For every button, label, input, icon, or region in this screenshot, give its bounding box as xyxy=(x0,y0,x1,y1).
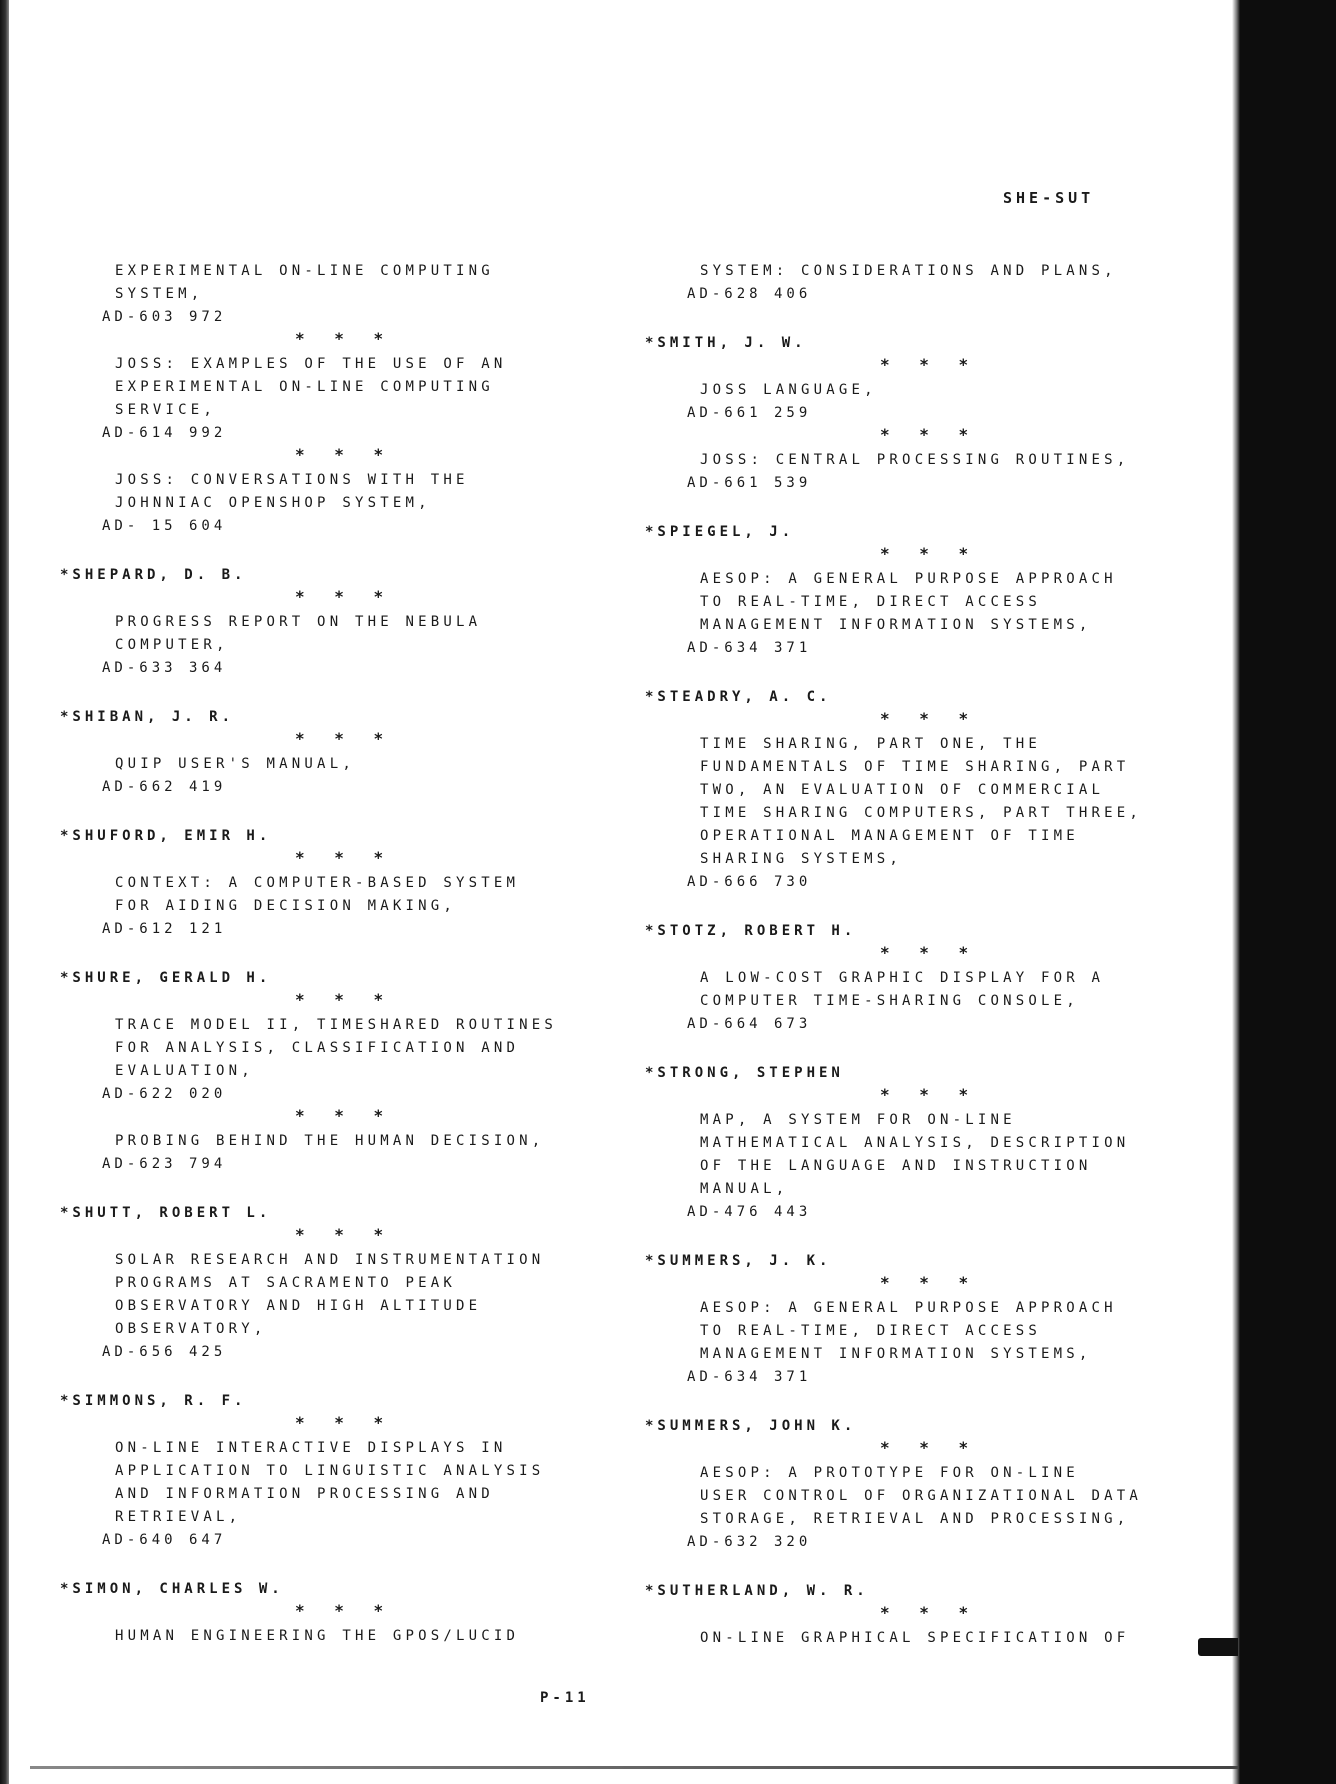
entry-separator: * * * xyxy=(880,544,979,563)
author-entry xyxy=(645,260,1165,306)
entry-separator: * * * xyxy=(880,1273,979,1292)
author-name: *SUTHERLAND, W. R. xyxy=(645,1583,869,1599)
entry-separator: * * * xyxy=(880,943,979,962)
ad-number: AD-614 992 xyxy=(102,425,227,441)
author-entry xyxy=(60,1202,580,1364)
author-entry xyxy=(645,686,1165,894)
ad-number: AD-476 443 xyxy=(687,1204,812,1220)
author-name: *SHEPARD, D. B. xyxy=(60,567,247,583)
author-entry xyxy=(60,825,580,941)
ad-number: AD-666 730 xyxy=(687,874,812,890)
author-name: *SHURE, GERALD H. xyxy=(60,970,272,986)
work-title: AESOP: A GENERAL PURPOSE APPROACH TO REAL-TIME, DIRECT ACCESS MANAGEMENT INFORMATION SYSTEMS, xyxy=(700,1300,1117,1362)
entry-separator: * * * xyxy=(880,1603,979,1622)
entry-separator: * * * xyxy=(295,1106,394,1125)
ad-number: AD-640 647 xyxy=(102,1532,227,1548)
ad-number: AD-628 406 xyxy=(687,286,812,302)
ad-number: AD-622 020 xyxy=(102,1086,227,1102)
author-name: *SHUFORD, EMIR H. xyxy=(60,828,272,844)
scan-bottom-edge xyxy=(30,1766,1238,1769)
entry-separator: * * * xyxy=(880,1085,979,1104)
work-title: SYSTEM: CONSIDERATIONS AND PLANS, xyxy=(700,263,1117,279)
ad-number: AD-612 121 xyxy=(102,921,227,937)
work-title: JOSS LANGUAGE, xyxy=(700,382,877,398)
entry-separator: * * * xyxy=(295,729,394,748)
author-name: *SIMON, CHARLES W. xyxy=(60,1581,284,1597)
author-entry xyxy=(645,1062,1165,1224)
entry-separator: * * * xyxy=(295,1413,394,1432)
entry-separator: * * * xyxy=(295,445,394,464)
author-entry xyxy=(645,920,1165,1036)
author-name: *SHUTT, ROBERT L. xyxy=(60,1205,272,1221)
author-name: *SUMMERS, J. K. xyxy=(645,1253,832,1269)
work-title: ON-LINE INTERACTIVE DISPLAYS IN APPLICATION TO LINGUISTIC ANALYSIS AND INFORMATION PROCESSING AND RETRIEVAL, xyxy=(115,1440,545,1525)
work-title: TIME SHARING, PART ONE, THE FUNDAMENTALS OF TIME SHARING, PART TWO, AN EVALUATION OF COMMERCIAL TIME SHARING COMPUTERS, PART THREE, OPERATIONAL MANAGEMENT OF TIME SHARING SYSTEMS, xyxy=(700,736,1143,867)
author-name: *STEADRY, A. C. xyxy=(645,689,832,705)
ad-number: AD-661 259 xyxy=(687,405,812,421)
binding-mark xyxy=(1198,1638,1238,1656)
author-name: *STRONG, STEPHEN xyxy=(645,1065,844,1081)
ad-number: AD-662 419 xyxy=(102,779,227,795)
ad-number: AD-656 425 xyxy=(102,1344,227,1360)
entry-separator: * * * xyxy=(880,425,979,444)
work-title: QUIP USER'S MANUAL, xyxy=(115,756,355,772)
author-entry xyxy=(645,1415,1165,1554)
entry-separator: * * * xyxy=(880,355,979,374)
page-number: P-11 xyxy=(540,1690,590,1706)
author-name: *SPIEGEL, J. xyxy=(645,524,795,540)
entry-separator: * * * xyxy=(295,329,394,348)
author-entry xyxy=(60,1390,580,1552)
ad-number: AD-632 320 xyxy=(687,1534,812,1550)
work-title: JOSS: CENTRAL PROCESSING ROUTINES, xyxy=(700,452,1130,468)
author-entry xyxy=(645,521,1165,660)
ad-number: AD-661 539 xyxy=(687,475,812,491)
entry-separator: * * * xyxy=(295,848,394,867)
author-entry xyxy=(60,706,580,799)
entry-separator: * * * xyxy=(295,1225,394,1244)
author-name: *SUMMERS, JOHN K. xyxy=(645,1418,857,1434)
work-title: SOLAR RESEARCH AND INSTRUMENTATION PROGRAMS AT SACRAMENTO PEAK OBSERVATORY AND HIGH ALTITUDE OBSERVATORY, xyxy=(115,1252,545,1337)
ad-number: AD-634 371 xyxy=(687,1369,812,1385)
work-title: JOSS: EXAMPLES OF THE USE OF AN EXPERIMENTAL ON-LINE COMPUTING SERVICE, xyxy=(115,356,507,418)
ad-number: AD-634 371 xyxy=(687,640,812,656)
work-title: CONTEXT: A COMPUTER-BASED SYSTEM FOR AIDING DECISION MAKING, xyxy=(115,875,520,914)
entry-separator: * * * xyxy=(295,990,394,1009)
work-title: AESOP: A PROTOTYPE FOR ON-LINE USER CONTROL OF ORGANIZATIONAL DATA STORAGE, RETRIEVAL AND PROCESSING, xyxy=(700,1465,1143,1527)
work-title: HUMAN ENGINEERING THE GPOS/LUCID xyxy=(115,1628,520,1644)
scan-left-edge xyxy=(0,0,9,1784)
author-entry xyxy=(645,1580,1165,1650)
entry-separator: * * * xyxy=(295,587,394,606)
page-header-code: SHE-SUT xyxy=(1003,189,1095,207)
work-title: TRACE MODEL II, TIMESHARED ROUTINES FOR ANALYSIS, CLASSIFICATION AND EVALUATION, xyxy=(115,1017,558,1079)
scan-right-edge xyxy=(1238,0,1336,1784)
right-column xyxy=(645,256,1165,1650)
author-entry xyxy=(60,1578,580,1648)
author-entry xyxy=(60,260,580,538)
work-title: MAP, A SYSTEM FOR ON-LINE MATHEMATICAL ANALYSIS, DESCRIPTION OF THE LANGUAGE AND INSTRUCTION MANUAL, xyxy=(700,1112,1130,1197)
author-entry xyxy=(645,1250,1165,1389)
author-entry xyxy=(60,967,580,1176)
ad-number: AD-623 794 xyxy=(102,1156,227,1172)
author-entry xyxy=(645,332,1165,495)
author-entry xyxy=(60,564,580,680)
work-title: PROGRESS REPORT ON THE NEBULA COMPUTER, xyxy=(115,614,482,653)
entry-separator: * * * xyxy=(880,1438,979,1457)
author-name: *SHIBAN, J. R. xyxy=(60,709,235,725)
author-name: *SIMMONS, R. F. xyxy=(60,1393,247,1409)
ad-number: AD-603 972 xyxy=(102,309,227,325)
author-name: *STOTZ, ROBERT H. xyxy=(645,923,857,939)
entry-separator: * * * xyxy=(880,709,979,728)
ad-number: AD- 15 604 xyxy=(102,518,227,534)
work-title: AESOP: A GENERAL PURPOSE APPROACH TO REAL-TIME, DIRECT ACCESS MANAGEMENT INFORMATION SYSTEMS, xyxy=(700,571,1117,633)
author-name: *SMITH, J. W. xyxy=(645,335,807,351)
left-column xyxy=(60,256,580,1648)
ad-number: AD-633 364 xyxy=(102,660,227,676)
work-title: A LOW-COST GRAPHIC DISPLAY FOR A COMPUTER TIME-SHARING CONSOLE, xyxy=(700,970,1105,1009)
work-title: PROBING BEHIND THE HUMAN DECISION, xyxy=(115,1133,545,1149)
work-title: EXPERIMENTAL ON-LINE COMPUTING SYSTEM, xyxy=(115,263,494,302)
work-title: ON-LINE GRAPHICAL SPECIFICATION OF xyxy=(700,1630,1130,1646)
entry-separator: * * * xyxy=(295,1601,394,1620)
work-title: JOSS: CONVERSATIONS WITH THE JOHNNIAC OPENSHOP SYSTEM, xyxy=(115,472,469,511)
ad-number: AD-664 673 xyxy=(687,1016,812,1032)
